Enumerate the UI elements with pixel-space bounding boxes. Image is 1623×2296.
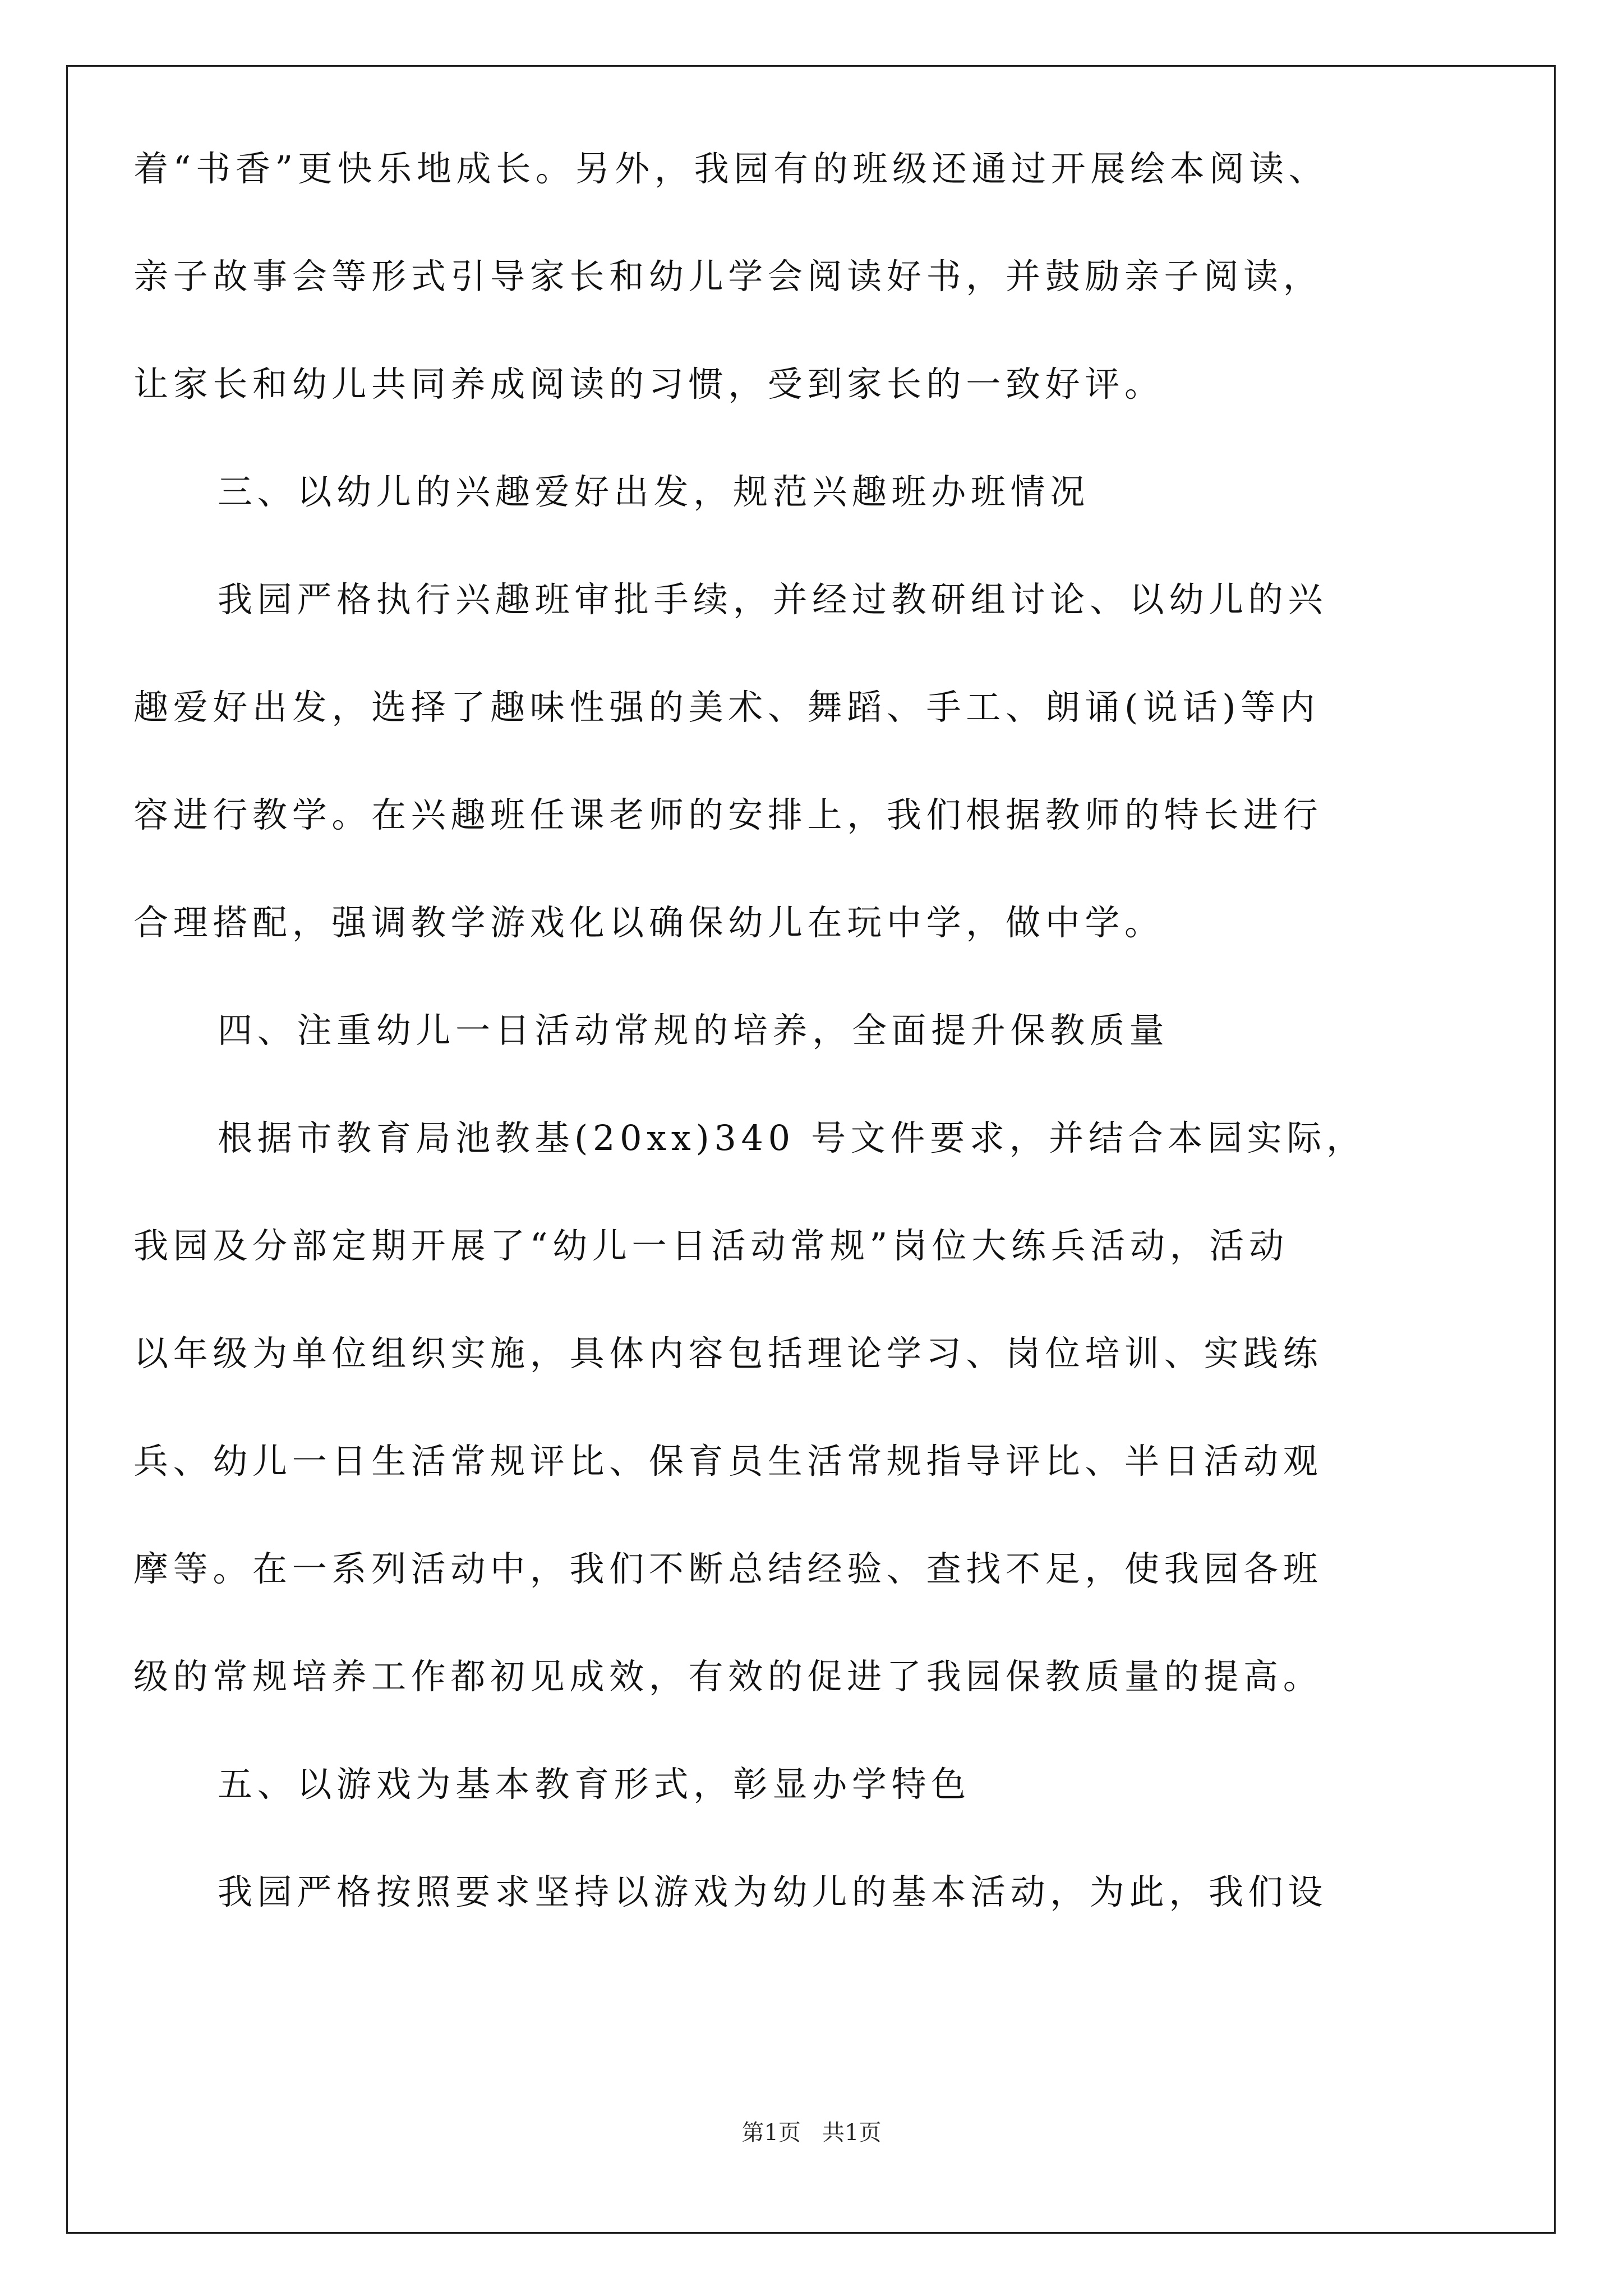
section-heading: 五、以游戏为基本教育形式，彰显办学特色	[218, 1764, 971, 1805]
text-line: 我园严格执行兴趣班审批手续，并经过教研组讨论、以幼儿的兴	[218, 579, 1328, 620]
text-line: 根据市教育局池教基(20xx)340 号文件要求，并结合本园实际，	[218, 1117, 1366, 1158]
text-line: 着“书香”更快乐地成长。另外，我园有的班级还通过开展绘本阅读、	[133, 148, 1329, 189]
text-line: 我园及分部定期开展了“幼儿一日活动常规”岗位大练兵活动，活动	[133, 1225, 1289, 1266]
text-line: 容进行教学。在兴趣班任课老师的安排上，我们根据教师的特长进行	[133, 794, 1323, 835]
text-line: 让家长和幼儿共同养成阅读的习惯，受到家长的一致好评。	[133, 364, 1164, 404]
text-line: 合理搭配，强调教学游戏化以确保幼儿在玩中学，做中学。	[133, 902, 1164, 943]
section-heading: 四、注重幼儿一日活动常规的培养，全面提升保教质量	[218, 1010, 1169, 1051]
text-line: 级的常规培养工作都初见成效，有效的促进了我园保教质量的提高。	[133, 1656, 1323, 1697]
document-body	[133, 115, 1442, 1946]
text-line: 趣爱好出发，选择了趣味性强的美术、舞蹈、手工、朗诵(说话)等内	[133, 687, 1320, 728]
text-line: 摩等。在一系列活动中，我们不断总结经验、查找不足，使我园各班	[133, 1548, 1323, 1589]
text-line: 兵、幼儿一日生活常规评比、保育员生活常规指导评比、半日活动观	[133, 1441, 1323, 1481]
text-line: 我园严格按照要求坚持以游戏为幼儿的基本活动，为此，我们设	[218, 1871, 1328, 1912]
page-footer: 第1页 共1页	[741, 2120, 882, 2146]
section-heading: 三、以幼儿的兴趣爱好出发，规范兴趣班办班情况	[218, 471, 1090, 512]
text-line: 以年级为单位组织实施，具体内容包括理论学习、岗位培训、实践练	[133, 1333, 1323, 1374]
text-line: 亲子故事会等形式引导家长和幼儿学会阅读好书，并鼓励亲子阅读，	[133, 256, 1323, 297]
